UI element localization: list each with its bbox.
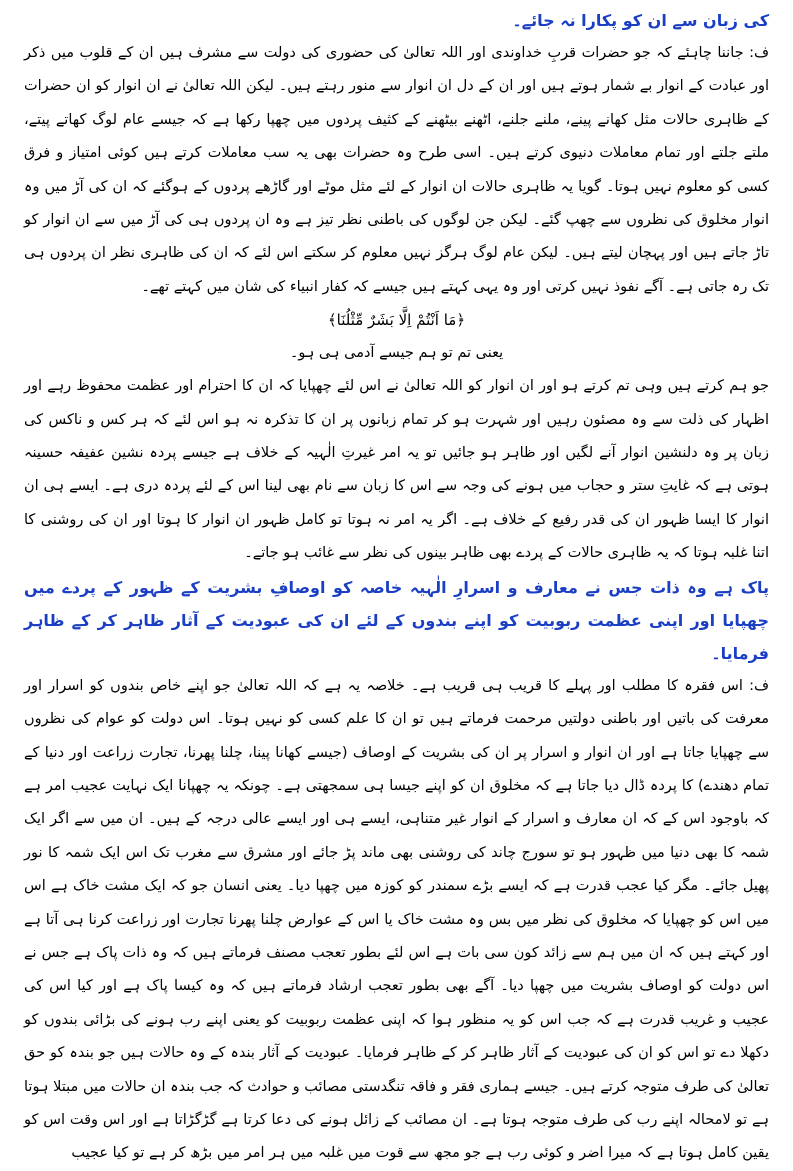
quran-verse: ﴿مَا اَنْتُمْ اِلَّا بَشَرٌ مِّثْلُنَا﴾ [327,311,466,330]
paragraph-1: ف: جاننا چاہئے کہ جو حضرات قربِ خداوندی اور اللہ تعالیٰ کی حضوری کی دولت سے مشرف ہیں ان کے قلوب میں ذکر اور عبادت کے انوار بے شمار ہوتے ہیں اور ان کے دل ان انوار سے منور رہتے ہیں۔ لیکن اللہ تعالیٰ نے ان انوار کو ان حضرات کے ظاہری حالات مثل کھانے پینے، ملنے جلنے، اٹھنے بیٹھنے کے کثیف پردوں میں چھپا رکھا ہے کہ جیسے عام لوگ کھاتے پیتے، ملتے جلتے اور تمام معاملات دنیوی کرتے ہیں۔ اسی طرح وہ حضرات بھی یہ سب معاملات کرتے ہیں کوئی امتیاز و فرق کسی کو معلوم نہیں ہوتا۔ گویا یہ ظاہری حالات ان انوار کے لئے مثل موٹے اور گاڑھے پردوں کے ہوگئے کہ ان کی آڑ میں وہ انوار مخلوق کی نظروں سے چھپ گئے۔ لیکن جن لوگوں کی باطنی نظر تیز ہے وہ ان پردوں ہی کی آڑ میں سے ان انوار کو تاڑ جاتے ہیں اور پہچان لیتے ہیں۔ لیکن عام لوگ ہرگز نہیں معلوم کر سکتے اس لئے کہ ان کی ظاہری نظر ان پردوں ہی تک رہ جاتی ہے۔ آگے نفوذ نہیں کرتی اور وہ یہی کہتے ہیں جیسے کہ کفار انبیاء کی شان میں کہتے تھے۔ [24,45,769,295]
verse-translation: یعنی تم تو ہم جیسے آدمی ہی ہو۔ [289,345,504,362]
section-heading: پاک ہے وہ ذات جس نے معارف و اسرارِ الٰہیہ خاصہ کو اوصافِ بشریت کے ظہور کے پردے میں چھپایا اور اپنی عظمت ربوبیت کو اپنے بندوں کے لئے ان کی عبودیت کے آثار ظاہر کر کے ظاہر فرمایا۔ [24,577,769,663]
top-heading: کی زبان سے ان کو پکارا نہ جائے۔ [512,11,769,30]
paragraph-3: ف: اس فقرہ کا مطلب اور پہلے کا قریب ہی قریب ہے۔ خلاصہ یہ ہے کہ اللہ تعالیٰ جو اپنے خاص بندوں کو اسرار اور معرفت کی باتیں اور باطنی دولتیں مرحمت فرماتے ہیں تو ان کا علم کسی کو نہیں ہوتا۔ اس دولت کو عوام کی نظروں سے چھپایا جاتا ہے اور ان انوار و اسرار پر ان کی بشریت کے اوصاف (جیسے کھانا پینا، چلنا پھرنا، تجارت زراعت اور دنیا کے تمام دھندے) کا پردہ ڈال دیا جاتا ہے کہ مخلوق ان کو اپنے جیسا ہی سمجھتی ہے۔ چونکہ یہ چھپانا ایک نہایت عجیب امر ہے کہ باوجود اس کے کہ ان معارف و اسرار کے انوار غیر متناہی، ایسے ہی اور ایسے عالی درجہ کے ہیں۔ ان میں سے اگر ایک شمہ کا بھی دنیا میں ظہور ہو تو سورج چاند کی روشنی بھی ماند پڑ جائے اور مشرق سے مغرب تک اس ایک شمہ کا نور پھیل جائے۔ مگر کیا عجب قدرت ہے کہ ایسے بڑے سمندر کو کوزہ میں چھپا دیا۔ یعنی انسان جو کہ ایک مشت خاک ہے اس میں اس کو چھپایا کہ مخلوق کی نظر میں بس وہ مشت خاک یا اس کے عوارض چلنا پھرنا تجارت اور زراعت کرنا ہی آتا ہے اور کہتے ہیں کہ ان میں ہم سے زائد کون سی بات ہے اس لئے بطور تعجب مصنف فرماتے ہیں کہ وہ ذات پاک ہے جس نے اس دولت کو اوصاف بشریت میں چھپا دیا۔ آگے بھی بطور تعجب ارشاد فرماتے ہیں کہ وہ کیسا پاک ہے اور کیا اس کی عجیب و غریب قدرت ہے کہ جب اس کو یہ منظور ہوا کہ اپنی عظمت ربوبیت کو یعنی اپنے رب ہونے کی بڑائی بندوں کو دکھلا دے تو اس کو ان کی عبودیت کے آثار ظاہر کر کے ظاہر فرمایا۔ عبودیت کے آثار بندہ کے وہ حالات ہیں جو بندہ کو حق تعالیٰ کی طرف متوجہ کرتے ہیں۔ جیسے ہماری فقر و فاقہ تنگدستی مصائب و حوادث کہ جب بندہ ان حالات میں مبتلا ہوتا ہے تو لامحالہ اپنے رب کی طرف متوجہ ہوتا ہے۔ ان مصائب کے زائل ہونے کی دعا کرتا ہے گڑگڑاتا ہے اور اس وقت اس کو یقین کامل ہوتا ہے کہ میرا اضر و کوئی رب ہے جو مجھ سے قوت میں غلبہ میں ہر امر میں بڑھ کر ہے تو کیا عجیب [24,677,769,1162]
paragraph-2: جو ہم کرتے ہیں وہی تم کرتے ہو اور ان انوار کو اللہ تعالیٰ نے اس لئے چھپایا کہ ان کا احترام اور عظمت محفوظ رہے اور اظہار کی ذلت سے وہ مصئون رہیں اور شہرت ہو کر تمام زبانوں پر ان کا تذکرہ نہ ہو اس لئے کہ ہر کس و ناکس کی زبان پر وہ دلنشین انوار آنے لگیں اور ظاہر ہو جائیں تو یہ امر غیرتِ الٰہیہ کے خلاف ہے جیسے پردہ نشین عفیفہ حسینہ ہوتی ہے کہ غایتِ ستر و حجاب میں ہونے کی وجہ سے اس کا زبان سے نام بھی لینا اس کے لئے پردہ دری ہے۔ ایسے ہی ان انوار کا ایسا ظہور ان کی قدر رفیع کے خلاف ہے۔ اگر یہ امر نہ ہوتا تو کامل ظہور ان انوار کا ہوتا اور ان کی روشنی کا اتنا غلبہ ہوتا کہ یہ ظاہری حالات کے پردے بھی ظاہر بینوں کی نظر سے غائب ہو جاتے۔ [24,378,769,562]
